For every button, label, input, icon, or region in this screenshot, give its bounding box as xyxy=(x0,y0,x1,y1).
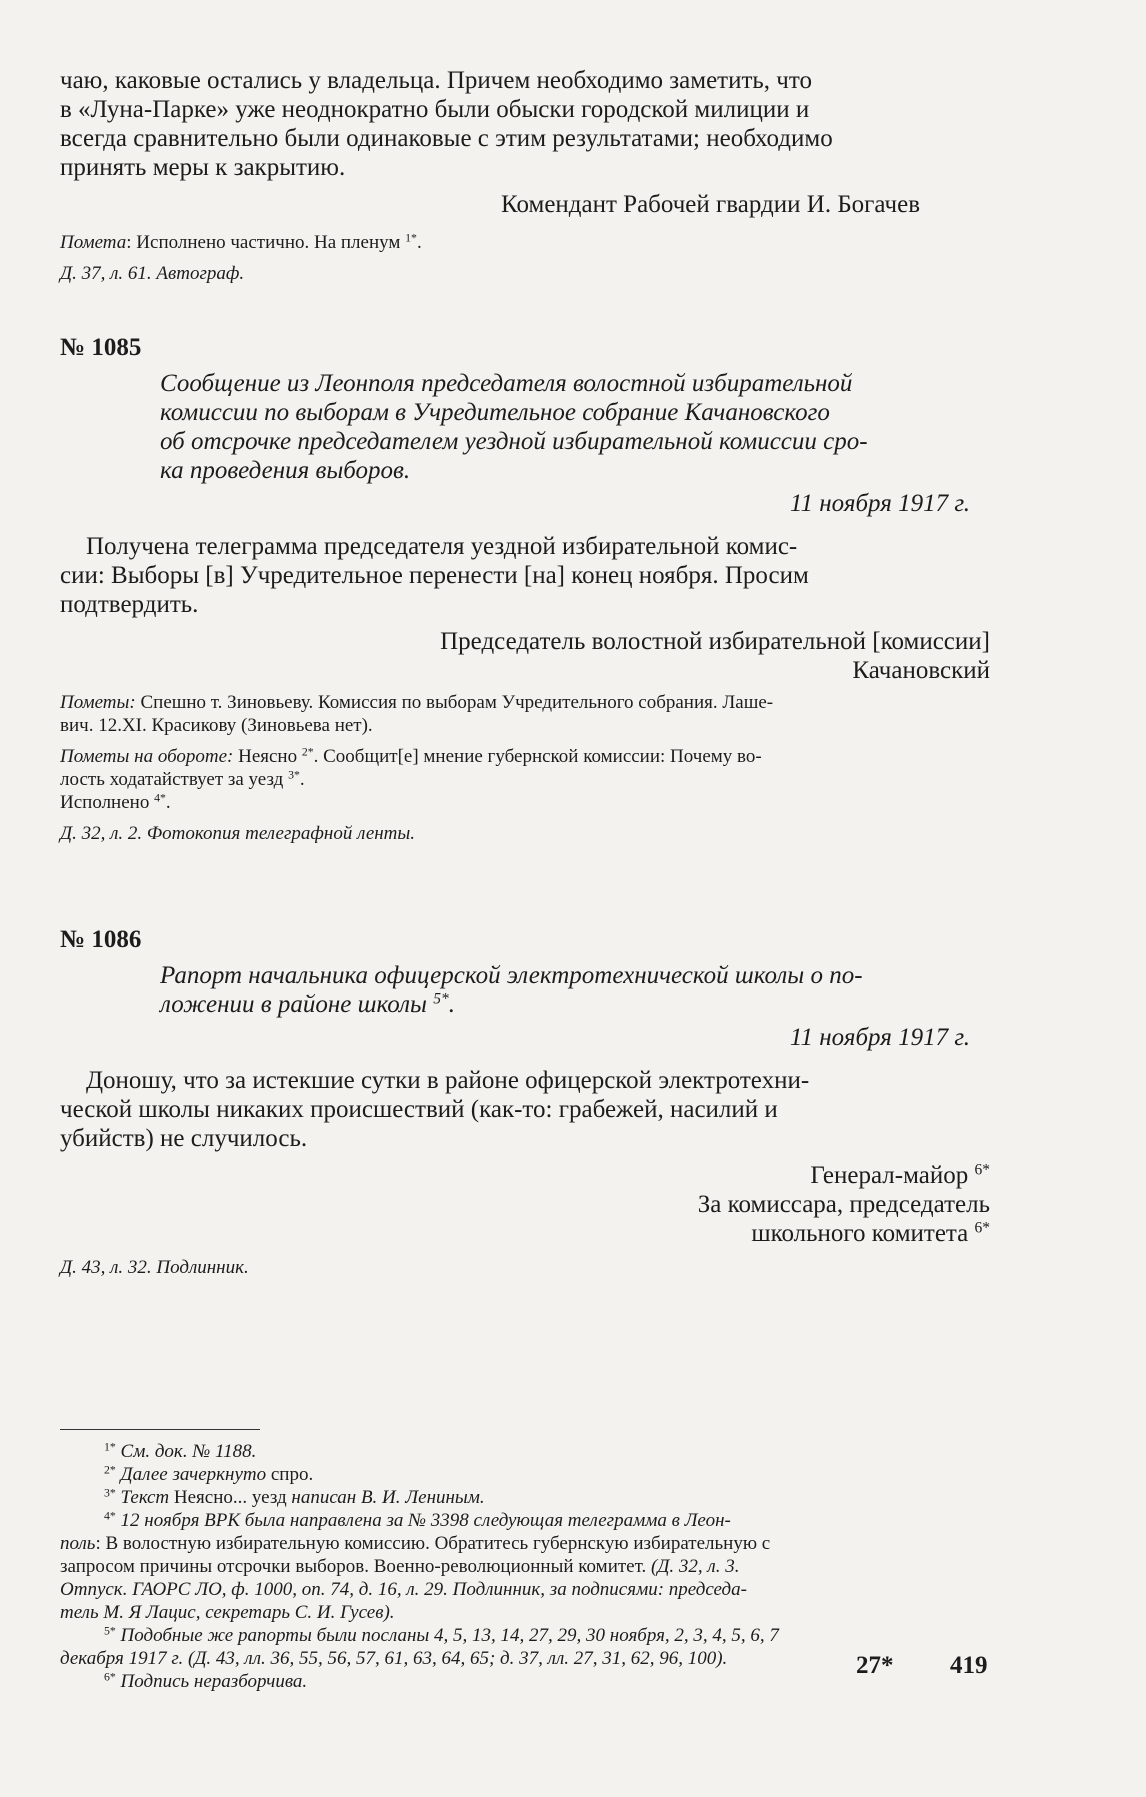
document-body: Получена телеграмма председателя уездной избирательной комис- сии: Выборы [в] Учредительное перенести [на] конец ноября. Просим подтвердить. xyxy=(60,533,809,618)
document-number: № 1086 xyxy=(60,926,142,953)
note-reverse: Пометы на обороте: Неясно $^{2*}$. Сообщит[е] мнение губернской комиссии: Почему во- лость ходатайствует за уезд $^{3*}$. Исполнено $^{4*}$. xyxy=(60,745,762,813)
footnote-3: $^{3*}$ Текст Неясно... уезд написан В. И. Лениным. xyxy=(104,1486,485,1508)
footnote-6: $^{6*}$ Подпись неразборчива. xyxy=(104,1670,308,1692)
archive-reference: Д. 37, л. 61. Автограф. xyxy=(60,263,245,284)
page-number: 419 xyxy=(950,1652,988,1679)
note-pometa: Помета: Исполнено частично. На пленум $^{1*}$. xyxy=(60,231,422,253)
footnote-4: $^{4*}$ 12 ноября ВРК была направлена за № 3398 следующая телеграмма в Леон- поль: В волостную избирательную комиссию. Обратитесь губернскую избирательную с запросом причины отсрочки выборов. Военно-революционный комитет. (Д. 32, л. 3. Отпуск. ГАОРС ЛО, ф. 1000, оп. 74, д. 16, л. 29. Подлинник, за подписями: председа- тель М. Я Лацис, секретарь С. И. Гусев). xyxy=(60,1509,771,1623)
document-number: № 1085 xyxy=(60,334,142,361)
footnotes xyxy=(60,1429,990,1693)
archive-reference: Д. 43, л. 32. Подлинник. xyxy=(60,1257,249,1278)
signature-bogachev: Комендант Рабочей гвардии И. Богачев xyxy=(501,191,920,218)
note-pomety: Пометы: Спешно т. Зиновьеву. Комиссия по выборам Учредительного собрания. Лаше- вич. 12.XI. Красикову (Зиновьева нет). xyxy=(60,692,774,736)
signature-mark: 27* xyxy=(856,1652,894,1679)
footnote-1: $^{1*}$ См. док. № 1188. xyxy=(104,1440,257,1462)
signature-general: Генерал-майор $^{6*}$ За комиссара, председатель школьного комитета $^{6*}$ xyxy=(697,1161,990,1247)
document-title: Сообщение из Леонполя председателя волостной избирательной комиссии по выборам в Учредительное собрание Качановского об отсрочке председателем уездной избирательной комиссии сро- ка проведения выборов. xyxy=(160,370,868,484)
document-body: Доношу, что за истекшие сутки в районе офицерской электротехни- ческой школы никаких происшествий (как-то: грабежей, насилий и убийств) не случилось. xyxy=(60,1067,810,1152)
document-date: 11 ноября 1917 г. xyxy=(789,1024,970,1051)
paragraph-continuation: чаю, каковые остались у владельца. Причем необходимо заметить, что в «Луна-Парке» уже неоднократно были обыски городской милиции и всегда сравнительно были одинаковые с этим результатами; необходимо принять меры к закрытию. xyxy=(60,67,833,181)
signature-chairman: Председатель волостной избирательной [комиссии] Качановский xyxy=(440,628,990,684)
archive-reference: Д. 32, л. 2. Фотокопия телеграфной ленты. xyxy=(60,823,416,844)
footnote-divider xyxy=(60,1429,260,1430)
footnote-5: $^{5*}$ Подобные же рапорты были посланы 4, 5, 13, 14, 27, 29, 30 ноября, 2, 3, 4, 5, 6, 7 декабря 1917 г. (Д. 43, лл. 36, 55, 56, 57, 61, 63, 64, 65; д. 37, лл. 27, 31, 62, 96, 100). xyxy=(60,1624,779,1669)
document-date: 11 ноября 1917 г. xyxy=(789,490,970,517)
document-title: Рапорт начальника офицерской электротехнической школы о по- ложении в районе школы $^{5*}$. xyxy=(160,962,863,1018)
footnote-2: $^{2*}$ Далее зачеркнуто спро. xyxy=(104,1463,314,1485)
document-page xyxy=(60,66,990,1693)
